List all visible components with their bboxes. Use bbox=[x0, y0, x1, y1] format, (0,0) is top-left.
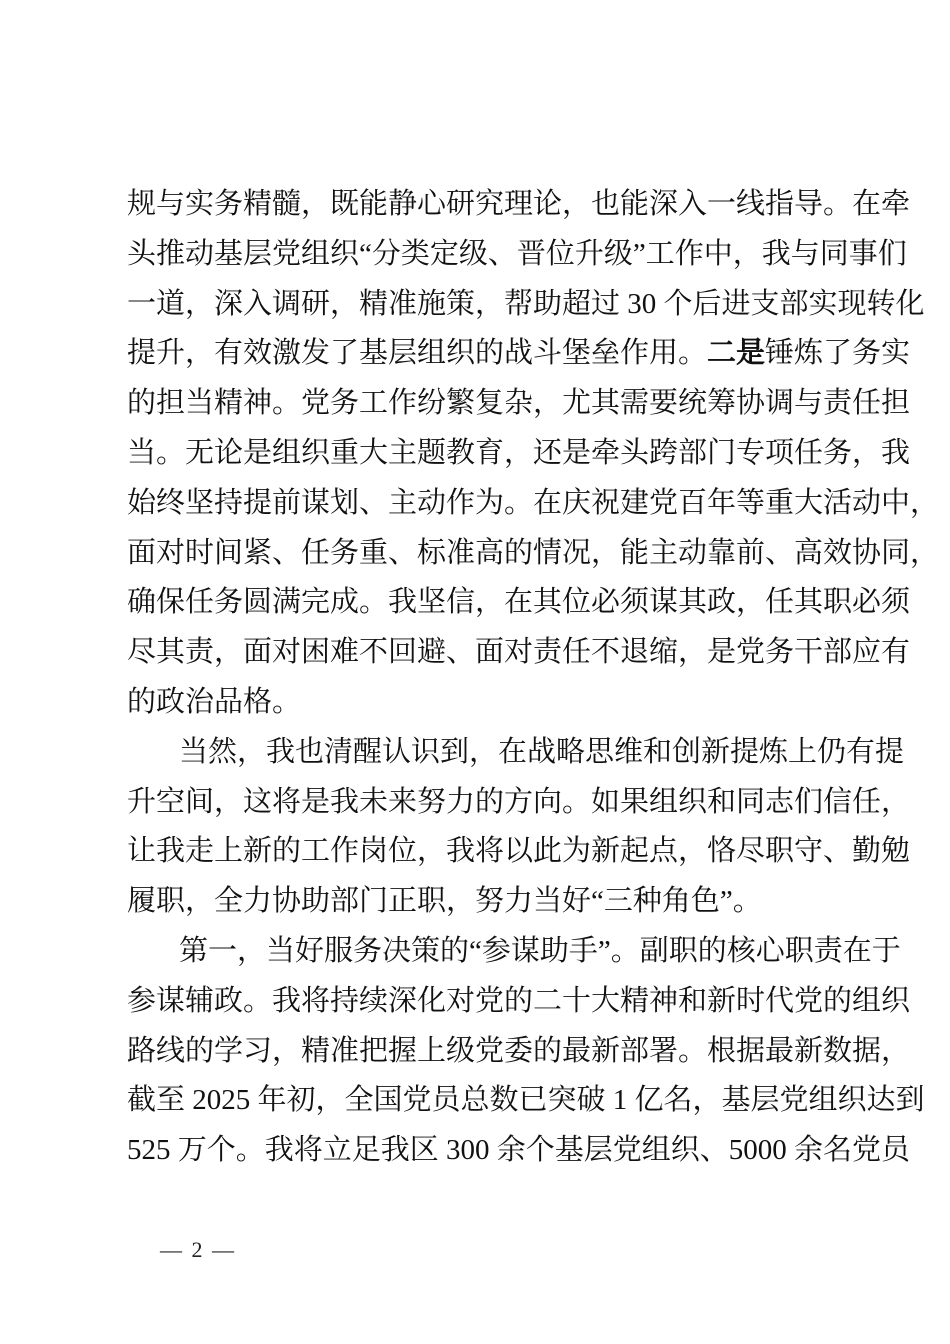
text-line bbox=[127, 578, 911, 628]
text-segment: 让我走上新的工作岗位，我将以此为新起点，恪尽职守、勤勉 bbox=[127, 835, 911, 868]
text-line bbox=[127, 628, 911, 678]
bold-text: 二是 bbox=[707, 337, 766, 370]
text-line bbox=[127, 1027, 911, 1077]
text-segment: 的政治品格。 bbox=[127, 685, 302, 718]
page-number: — 2 — bbox=[160, 1237, 236, 1262]
text-segment: 锤炼了务实 bbox=[765, 337, 911, 370]
paragraph bbox=[127, 728, 911, 927]
text-line bbox=[127, 479, 940, 529]
text-segment: 当然，我也清醒认识到，在战略思维和创新提炼上仍有提 bbox=[179, 735, 905, 768]
text-line bbox=[127, 927, 901, 977]
text-line bbox=[127, 778, 911, 828]
text-segment: 一道，深入调研，精准施策，帮助超过 30 个后进支部实现转化 bbox=[127, 287, 925, 320]
text-segment: 截至 2025 年初，全国党员总数已突破 1 亿名，基层党组织达到 bbox=[127, 1084, 925, 1117]
text-segment: 的担当精神。党务工作纷繁复杂，尤其需要统筹协调与责任担 bbox=[127, 387, 911, 420]
text-line bbox=[127, 827, 911, 877]
text-segment: 履职，全力协助部门正职，努力当好“三种角色”。 bbox=[127, 885, 762, 918]
text-line bbox=[127, 329, 911, 379]
text-segment: 第一，当好服务决策的“参谋助手”。副职的核心职责在于 bbox=[179, 934, 901, 967]
text-line bbox=[127, 728, 905, 778]
text-segment: 525 万个。我将立足我区 300 余个基层党组织、5000 余名党员 bbox=[127, 1134, 911, 1167]
text-segment: 提升，有效激发了基层组织的战斗堡垒作用。 bbox=[127, 337, 708, 370]
paragraph bbox=[127, 180, 940, 728]
text-line bbox=[127, 977, 911, 1027]
text-line bbox=[127, 180, 911, 230]
text-line bbox=[127, 429, 911, 479]
text-line bbox=[127, 1126, 911, 1176]
text-line bbox=[127, 230, 907, 280]
text-segment: 确保任务圆满完成。我坚信，在其位必须谋其政，任其职必须 bbox=[127, 586, 911, 619]
text-segment: 头推动基层党组织“分类定级、晋位升级”工作中，我与同事们 bbox=[127, 237, 907, 270]
text-segment: 尽其责，面对困难不回避、面对责任不退缩，是党务干部应有 bbox=[127, 636, 911, 669]
text-line bbox=[127, 678, 831, 728]
document-body bbox=[127, 180, 940, 1176]
text-segment: 始终坚持提前谋划、主动作为。在庆祝建党百年等重大活动中， bbox=[127, 486, 940, 519]
text-segment: 升空间，这将是我未来努力的方向。如果组织和同志们信任， bbox=[127, 785, 911, 818]
text-line bbox=[127, 529, 940, 579]
text-line bbox=[127, 1076, 925, 1126]
text-line bbox=[127, 280, 925, 330]
text-segment: 规与实务精髓，既能静心研究理论，也能深入一线指导。在牵 bbox=[127, 188, 911, 220]
text-segment: 路线的学习，精准把握上级党委的最新部署。根据最新数据， bbox=[127, 1034, 911, 1067]
text-segment: 参谋辅政。我将持续深化对党的二十大精神和新时代党的组织 bbox=[127, 984, 911, 1017]
paragraph bbox=[127, 927, 925, 1176]
text-line bbox=[127, 877, 831, 927]
text-segment: 当。无论是组织重大主题教育，还是牵头跨部门专项任务，我 bbox=[127, 436, 911, 469]
text-segment: 面对时间紧、任务重、标准高的情况，能主动靠前、高效协同， bbox=[127, 536, 940, 569]
text-line bbox=[127, 379, 911, 429]
